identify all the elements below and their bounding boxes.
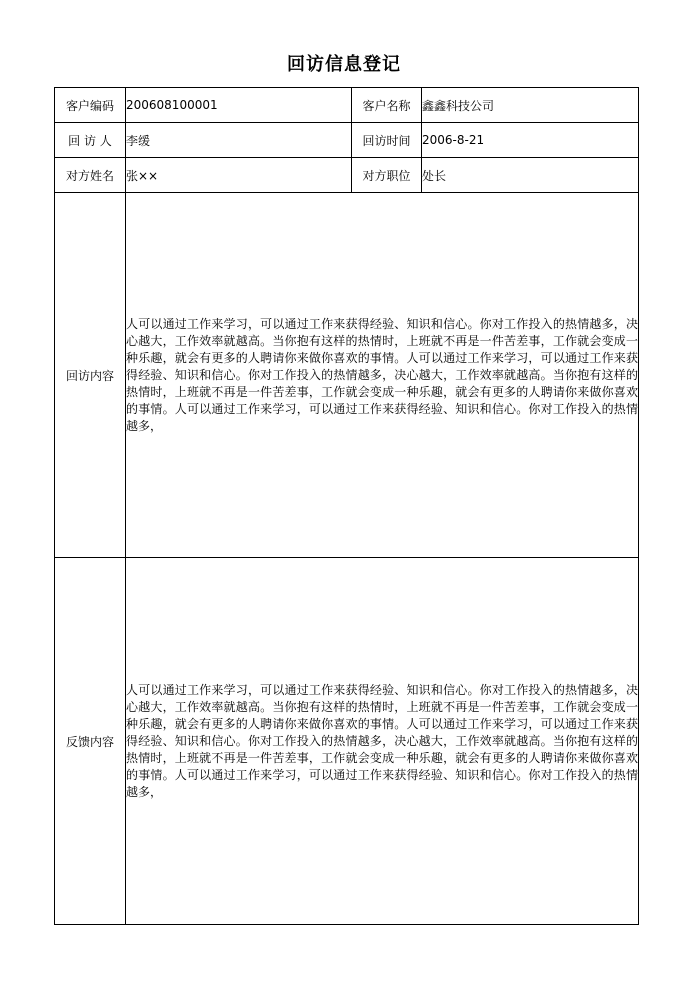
visit-record-table	[54, 87, 639, 925]
table-row-customer	[55, 88, 639, 123]
customer-id-value: 200608100001	[126, 88, 352, 123]
visit-content-label: 回访内容	[55, 193, 126, 558]
visitor-value: 李缓	[126, 123, 352, 158]
visit-content-text: 人可以通过工作来学习，可以通过工作来获得经验、知识和信心。你对工作投入的热情越多，决心越大，工作效率就越高。当你抱有这样的热情时，上班就不再是一件苦差事，工作就会变成一种乐趣，就会有更多的人聘请你来做你喜欢的事情。人可以通过工作来学习，可以通过工作来获得经验、知识和信心。你对工作投入的热情越多，决心越大，工作效率就越高。当你抱有这样的热情时，上班就不再是一件苦差事，工作就会变成一种乐趣，就会有更多的人聘请你来做你喜欢的事情。人可以通过工作来学习，可以通过工作来获得经验、知识和信心。你对工作投入的热情越多，	[126, 193, 639, 558]
customer-id-label: 客户编码	[55, 88, 126, 123]
visit-time-label: 回访时间	[352, 123, 422, 158]
feedback-text: 人可以通过工作来学习，可以通过工作来获得经验、知识和信心。你对工作投入的热情越多，决心越大，工作效率就越高。当你抱有这样的热情时，上班就不再是一件苦差事，工作就会变成一种乐趣，就会有更多的人聘请你来做你喜欢的事情。人可以通过工作来学习，可以通过工作来获得经验、知识和信心。你对工作投入的热情越多，决心越大，工作效率就越高。当你抱有这样的热情时，上班就不再是一件苦差事，工作就会变成一种乐趣，就会有更多的人聘请你来做你喜欢的事情。人可以通过工作来学习，可以通过工作来获得经验、知识和信心。你对工作投入的热情越多，	[126, 558, 639, 925]
table-row-visit-content	[55, 193, 639, 558]
table-row-visitor	[55, 123, 639, 158]
visitor-label: 回 访 人	[55, 123, 126, 158]
feedback-label: 反馈内容	[55, 558, 126, 925]
contact-name-label: 对方姓名	[55, 158, 126, 193]
visit-time-value: 2006-8-21	[422, 123, 639, 158]
form-title: 回访信息登记	[287, 54, 401, 75]
customer-name-value: 鑫鑫科技公司	[422, 88, 639, 123]
customer-name-label: 客户名称	[352, 88, 422, 123]
contact-position-value: 处长	[422, 158, 639, 193]
contact-name-value: 张××	[126, 158, 352, 193]
contact-position-label: 对方职位	[352, 158, 422, 193]
table-row-contact	[55, 158, 639, 193]
table-row-feedback	[55, 558, 639, 925]
